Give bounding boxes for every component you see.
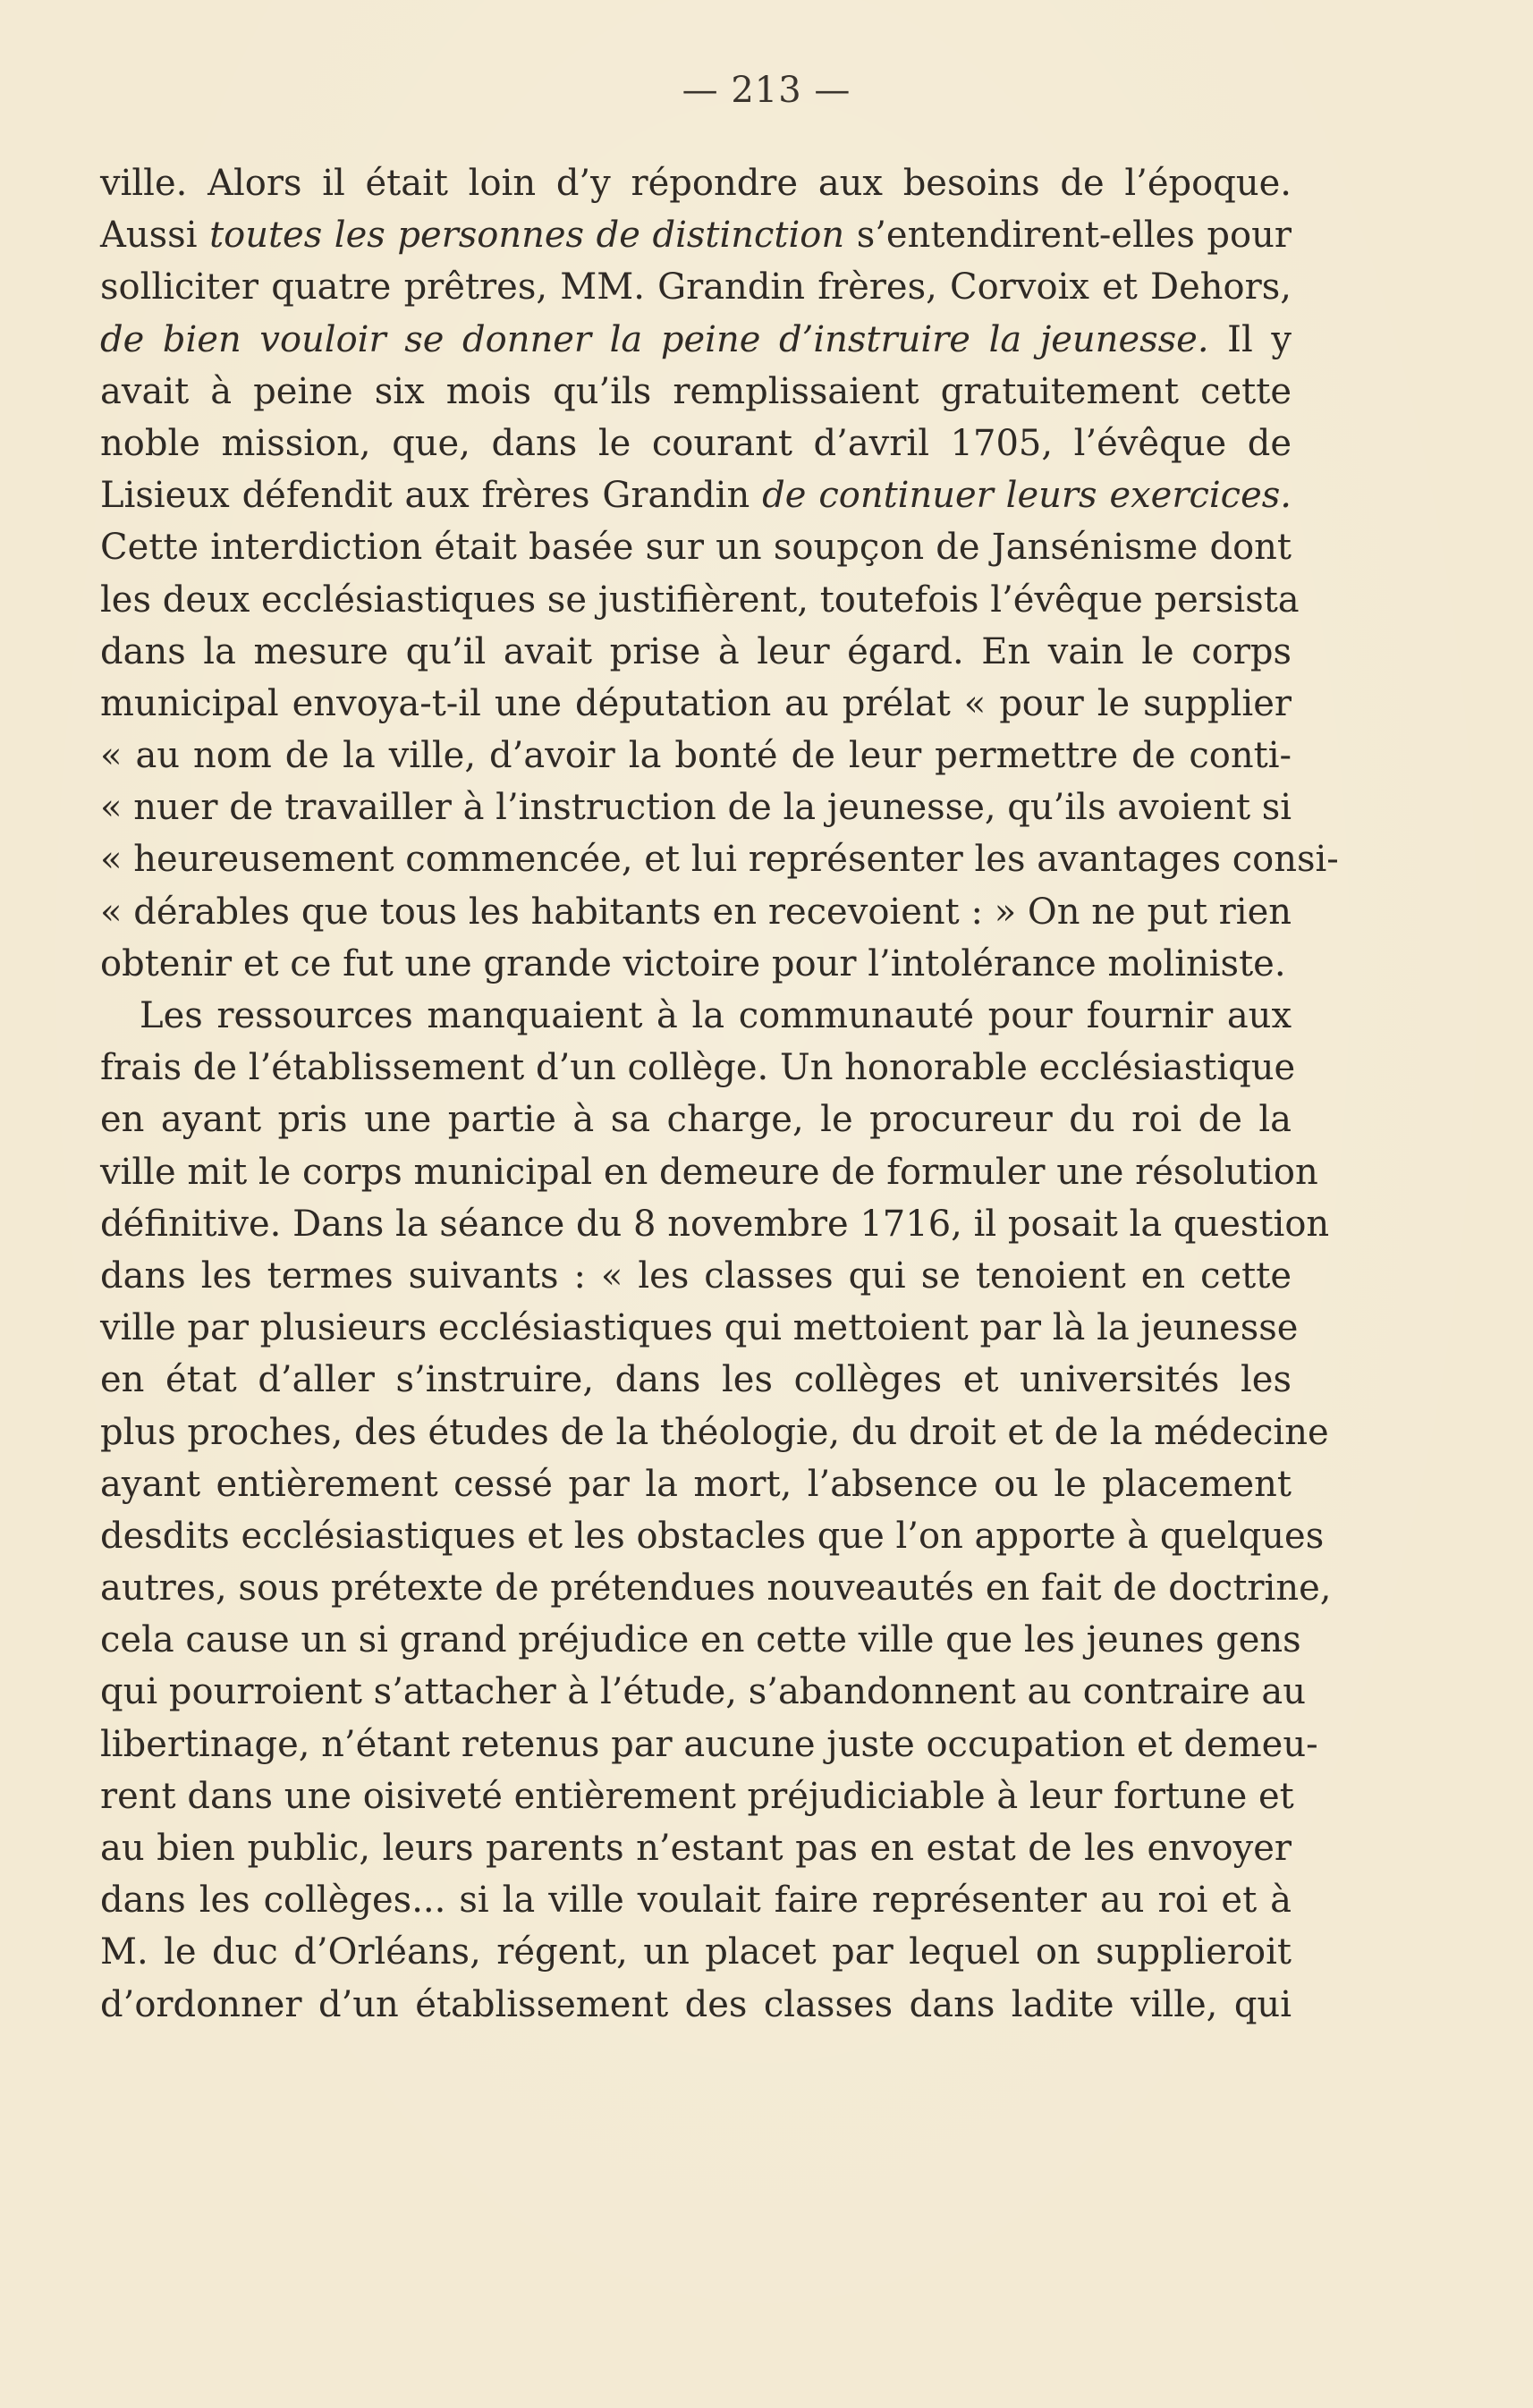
text-segment: plus proches, des études de la théologie, du droit et de la médecine	[100, 1411, 1329, 1453]
text-line	[100, 1510, 1325, 1562]
body-text	[100, 157, 1339, 2031]
text-segment: rent dans une oisiveté entièrement préjudiciable à leur fortune et	[100, 1775, 1294, 1817]
text-line	[100, 730, 1292, 782]
text-segment: ville mit le corps municipal en demeure de formuler une résolution	[100, 1151, 1318, 1193]
text-segment: définitive. Dans la séance du 8 novembre 1716, il posait la question	[100, 1203, 1330, 1245]
text-line	[100, 1666, 1306, 1718]
text-line	[100, 157, 1292, 209]
text-segment: Il y	[1208, 318, 1292, 360]
text-segment: Aussi	[100, 215, 210, 257]
text-segment: autres, sous prétexte de prétendues nouveautés en fait de doctrine,	[100, 1567, 1332, 1610]
text-segment: ayant entièrement cessé par la mort, l’absence ou le placement	[100, 1463, 1292, 1505]
text-segment: dans les termes suivants : « les classes qui se tenoient en cette	[100, 1255, 1292, 1297]
text-line	[100, 574, 1300, 626]
text-segment: « dérables que tous les habitants en recevoient : » On ne put rien	[100, 891, 1292, 933]
text-line	[100, 1198, 1330, 1250]
text-segment: Les ressources manquaient à la communauté pour fournir aux	[140, 995, 1292, 1036]
text-segment: d’ordonner d’un établissement des classes dans ladite ville, qui	[100, 1983, 1292, 2025]
text-line	[100, 833, 1339, 885]
text-segment: solliciter quatre prêtres, MM. Grandin frères, Corvoix et Dehors,	[100, 266, 1292, 308]
text-segment: Lisieux défendit aux frères Grandin	[100, 475, 763, 517]
text-segment: « nuer de travailler à l’instruction de la jeunesse, qu’ils avoient si	[100, 787, 1292, 829]
text-segment: en ayant pris une partie à sa charge, le procureur du roi de la	[100, 1099, 1292, 1141]
text-line	[100, 886, 1292, 938]
text-line	[100, 626, 1292, 678]
italic-text-segment: toutes les personnes de distinction	[209, 215, 845, 257]
text-segment: cela cause un si grand préjudice en cette ville que les jeunes gens	[100, 1619, 1301, 1661]
text-segment: dans les collèges... si la ville voulait faire représenter au roi et à	[100, 1880, 1292, 1922]
italic-text-segment: de continuer leurs exercices.	[762, 475, 1292, 517]
text-line	[100, 261, 1292, 313]
text-segment: qui pourroient s’attacher à l’étude, s’abandonnent au contraire au	[100, 1671, 1306, 1713]
text-segment: « heureusement commencée, et lui représenter les avantages consi-	[100, 839, 1339, 881]
text-line	[100, 1094, 1292, 1145]
text-line	[100, 209, 1292, 261]
text-segment: les deux ecclésiastiques se justifièrent, toutefois l’évêque persista	[100, 579, 1300, 621]
text-segment: en état d’aller s’instruire, dans les collèges et universités les	[100, 1359, 1292, 1401]
text-line	[100, 1614, 1301, 1666]
text-segment: M. le duc d’Orléans, régent, un placet par lequel on supplieroit	[100, 1931, 1292, 1973]
text-line	[100, 1979, 1292, 2031]
page-number: — 213 —	[682, 70, 851, 111]
text-line	[100, 1250, 1292, 1302]
text-segment: avait à peine six mois qu’ils remplissaient gratuitement cette	[100, 370, 1292, 412]
text-line	[100, 1302, 1299, 1354]
text-line	[100, 1770, 1292, 1822]
text-line	[100, 1719, 1318, 1770]
text-line	[100, 418, 1292, 469]
text-line	[100, 938, 1292, 990]
text-segment: libertinage, n’étant retenus par aucune juste occupation et demeu-	[100, 1723, 1318, 1765]
text-line	[100, 1407, 1329, 1458]
text-segment: noble mission, que, dans le courant d’avril 1705, l’évêque de	[100, 422, 1292, 464]
text-line	[100, 678, 1292, 730]
text-line	[100, 782, 1292, 833]
text-line	[100, 1926, 1292, 1978]
italic-text-segment: de bien vouloir se donner la peine d’instruire la jeunesse.	[100, 318, 1209, 360]
text-line	[100, 469, 1292, 521]
text-line	[100, 990, 1292, 1042]
text-segment: frais de l’établissement d’un collège. Un honorable ecclésiastique	[100, 1047, 1296, 1089]
text-line	[100, 1562, 1332, 1614]
text-line	[100, 1822, 1292, 1874]
text-line	[100, 1354, 1292, 1406]
text-segment: ville. Alors il était loin d’y répondre aux besoins de l’époque.	[100, 163, 1292, 204]
text-segment: « au nom de la ville, d’avoir la bonté de leur permettre de conti-	[100, 735, 1292, 777]
text-line	[100, 1458, 1292, 1510]
text-line	[100, 1874, 1292, 1926]
text-segment: obtenir et ce fut une grande victoire pour l’intolérance moliniste.	[100, 942, 1286, 984]
text-segment: ville par plusieurs ecclésiastiques qui mettoient par là la jeunesse	[100, 1307, 1299, 1349]
text-segment: s’entendirent-elles pour	[844, 215, 1292, 257]
text-line	[100, 1042, 1296, 1094]
text-line	[100, 1146, 1318, 1198]
text-line	[100, 366, 1292, 418]
text-line	[100, 314, 1292, 366]
text-segment: municipal envoya-t-il une députation au prélat « pour le supplier	[100, 682, 1292, 724]
text-segment: Cette interdiction était basée sur un soupçon de Jansénisme dont	[100, 527, 1292, 569]
text-segment: au bien public, leurs parents n’estant pas en estat de les envoyer	[100, 1828, 1292, 1869]
text-segment: dans la mesure qu’il avait prise à leur égard. En vain le corps	[100, 630, 1292, 672]
text-line	[100, 521, 1292, 573]
text-segment: desdits ecclésiastiques et les obstacles que l’on apporte à quelques	[100, 1515, 1325, 1557]
